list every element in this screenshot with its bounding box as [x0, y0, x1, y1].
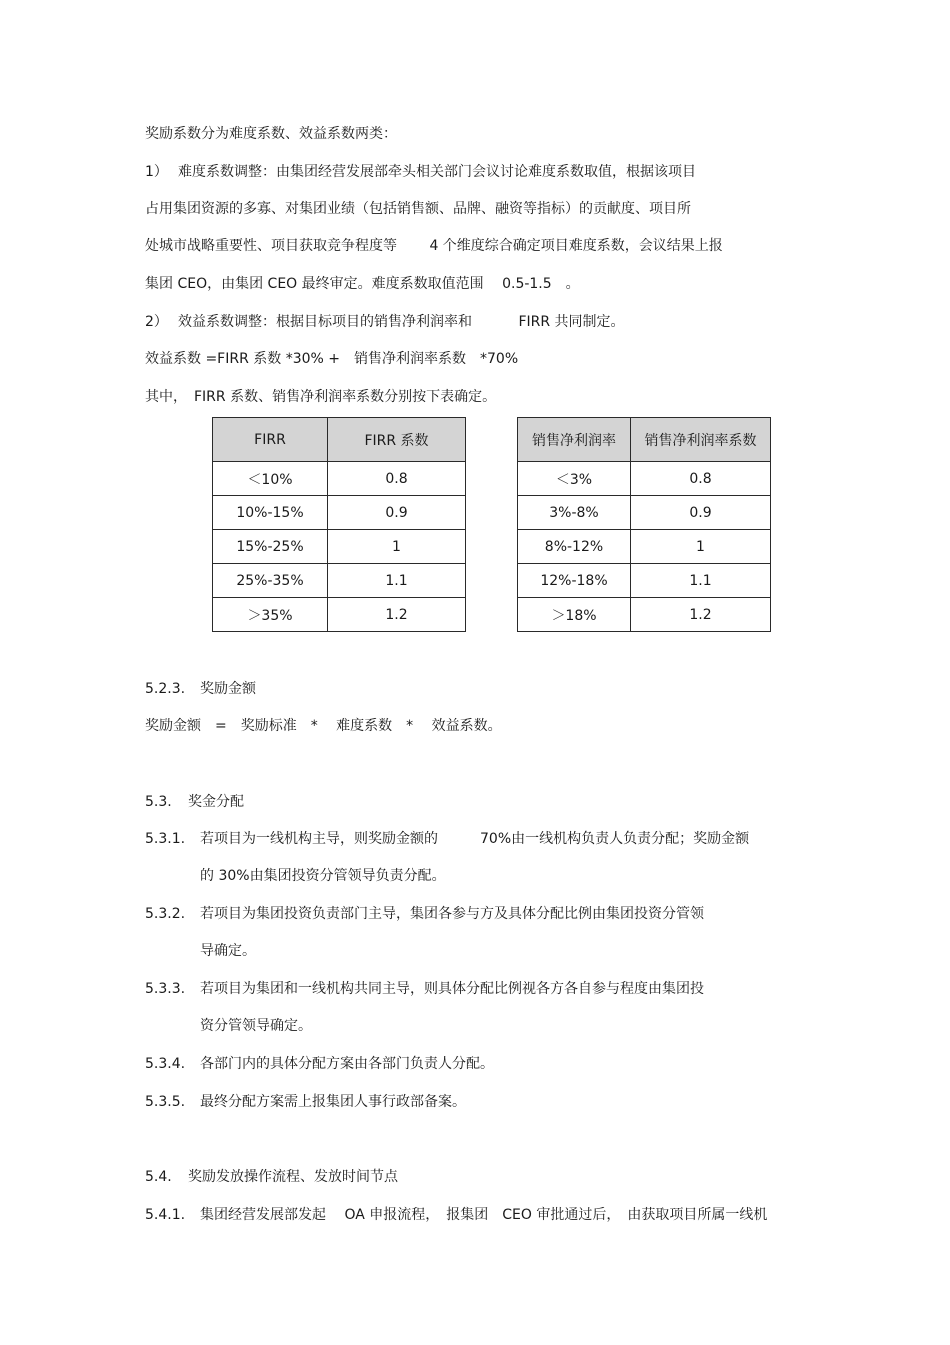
section-5-4-1-number: 5.4.1.: [145, 1207, 186, 1223]
firr-table: [212, 417, 466, 632]
section-5-3-1-line2: 的 30%由集团投资分管领导负责分配。: [200, 868, 446, 884]
table-cell: ＜3%: [518, 462, 631, 496]
table-cell: 1.1: [328, 564, 466, 598]
item2-line1: 效益系数调整：根据目标项目的销售净利润率和 FIRR 共同制定。: [178, 314, 625, 330]
section-5-3-3-line1: 若项目为集团和一线机构共同主导，则具体分配比例视各方各自参与程度由集团投: [200, 981, 704, 997]
header-cell: 销售净利润率: [518, 418, 631, 462]
table-row: [213, 462, 466, 496]
header-cell: FIRR 系数: [328, 418, 466, 462]
reward-formula-text: 奖励金额 = 奖励标准 * 难度系数 * 效益系数。: [145, 718, 502, 734]
table-row: [518, 462, 771, 496]
section-5-3-4-line1: 各部门内的具体分配方案由各部门负责人分配。: [200, 1056, 494, 1072]
section-5-3-3-number: 5.3.3.: [145, 981, 186, 997]
table-cell: 10%-15%: [213, 496, 328, 530]
section-5-3-number: 5.3.: [145, 794, 172, 810]
table-cell: 1.2: [328, 598, 466, 632]
section-5-3-2-number: 5.3.2.: [145, 906, 186, 922]
section-5-4-1-line1: 集团经营发展部发起 OA 申报流程， 报集团 CEO 审批通过后， 由获取项目所属一线机: [200, 1207, 768, 1223]
table-cell: 0.8: [328, 462, 466, 496]
table-row: [518, 530, 771, 564]
table-cell: ＞35%: [213, 598, 328, 632]
item1-line1: 难度系数调整：由集团经营发展部牵头相关部门会议讨论难度系数取值，根据该项目: [178, 164, 696, 180]
table-header-row: [213, 418, 466, 462]
table-header-row: [518, 418, 771, 462]
section-5-3-title: 奖金分配: [188, 794, 244, 810]
formula-text: 效益系数 =FIRR 系数 *30% + 销售净利润率系数 *70%: [145, 351, 519, 367]
section-5-3-5-number: 5.3.5.: [145, 1094, 186, 1110]
item2-number: 2）: [145, 314, 168, 330]
section-5-3-1-number: 5.3.1.: [145, 831, 186, 847]
margin-table: [517, 417, 771, 632]
table-cell: 8%-12%: [518, 530, 631, 564]
table-cell: 25%-35%: [213, 564, 328, 598]
section-5-3-2-line1: 若项目为集团投资负责部门主导，集团各参与方及具体分配比例由集团投资分管领: [200, 906, 704, 922]
table-cell: ＞18%: [518, 598, 631, 632]
table-cell: 0.8: [631, 462, 771, 496]
section-5-3-5-line1: 最终分配方案需上报集团人事行政部备案。: [200, 1094, 466, 1110]
section-5-3-2-line2: 导确定。: [200, 943, 256, 959]
table-cell: 3%-8%: [518, 496, 631, 530]
section-5-2-3-number: 5.2.3.: [145, 681, 186, 697]
section-5-4-number: 5.4.: [145, 1169, 172, 1185]
table-intro-text: 其中， FIRR 系数、销售净利润率系数分别按下表确定。: [145, 389, 497, 405]
table-row: [213, 496, 466, 530]
section-5-3-3-line2: 资分管领导确定。: [200, 1018, 312, 1034]
section-5-4-title: 奖励发放操作流程、发放时间节点: [188, 1169, 398, 1185]
table-cell: 0.9: [328, 496, 466, 530]
table-row: [518, 564, 771, 598]
table-cell: 1.1: [631, 564, 771, 598]
table-row: [213, 530, 466, 564]
table-row: [213, 598, 466, 632]
table-row: [518, 598, 771, 632]
table-cell: ＜10%: [213, 462, 328, 496]
table-cell: 1: [328, 530, 466, 564]
table-row: [213, 564, 466, 598]
table-cell: 1: [631, 530, 771, 564]
table-row: [518, 496, 771, 530]
section-5-2-3-title: 奖励金额: [200, 681, 256, 697]
header-cell: 销售净利润率系数: [631, 418, 771, 462]
section-5-3-1-line1: 若项目为一线机构主导，则奖励金额的 70%由一线机构负责人负责分配；奖励金额: [200, 831, 750, 847]
section-5-3-4-number: 5.3.4.: [145, 1056, 186, 1072]
item1-line3: 处城市战略重要性、项目获取竞争程度等 4 个维度综合确定项目难度系数，会议结果上报: [145, 238, 723, 254]
item1-number: 1）: [145, 164, 168, 180]
table-cell: 12%-18%: [518, 564, 631, 598]
intro-text: 奖励系数分为难度系数、效益系数两类：: [145, 126, 397, 142]
item1-line2: 占用集团资源的多寡、对集团业绩（包括销售额、品牌、融资等指标）的贡献度、项目所: [145, 201, 691, 217]
item1-line4: 集团 CEO，由集团 CEO 最终审定。难度系数取值范围 0.5-1.5 。: [145, 276, 580, 292]
table-cell: 15%-25%: [213, 530, 328, 564]
table-cell: 0.9: [631, 496, 771, 530]
table-cell: 1.2: [631, 598, 771, 632]
header-cell: FIRR: [213, 418, 328, 462]
